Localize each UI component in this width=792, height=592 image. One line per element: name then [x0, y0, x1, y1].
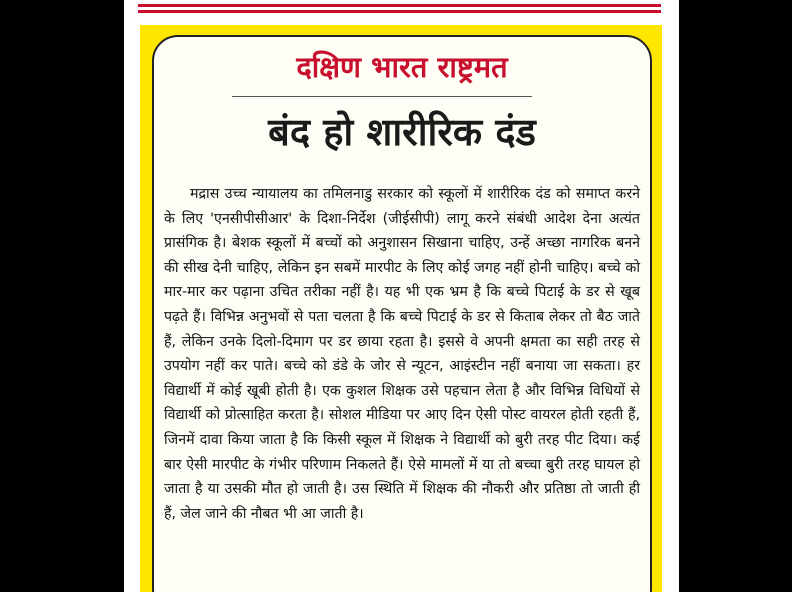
article-headline: बंद हो शारीरिक दंड [268, 110, 536, 154]
newspaper-page [124, 0, 679, 592]
top-rule-second [138, 10, 661, 13]
masthead-divider [232, 96, 532, 97]
masthead-title: दक्षिण भारत राष्ट्रमत [296, 50, 508, 84]
article-body: मद्रास उच्च न्यायालय का तमिलनाडु सरकार को स्कूलों में शारीरिक दंड को समाप्त करने के लिए 'एनसीपीसीआर' के दिशा-निर्देश (जीईसीपी) लागू करने संबंधी आदेश देना अत्यंत प्रासंगिक है। बेशक स्कूलों में बच्चों को अनुशासन सिखाना चाहिए, उन्हें अच्छा नागरिक बनने की सीख देनी चाहिए, लेकिन इन सबमें मारपीट के लिए कोई जगह नहीं होनी चाहिए। बच्चे को मार-मार कर पढ़ाना उचित तरीका नहीं है। यह भी एक भ्रम है कि बच्चे पिटाई के डर से खूब पढ़ते हैं। विभिन्न अनुभवों से पता चलता है कि बच्चे पिटाई के डर से किताब लेकर तो बैठ जाते हैं, लेकिन उनके दिलो-दिमाग पर डर छाया रहता है। इससे वे अपनी क्षमता का सही तरह से उपयोग नहीं कर पाते। बच्चे को डंडे के जोर से न्यूटन, आइंस्टीन नहीं बनाया जा सकता। हर विद्यार्थी में कोई खूबी होती है। एक कुशल शिक्षक उसे पहचान लेता है और विभिन्न विधियों से विद्यार्थी को प्रोत्साहित करता है। सोशल मीडिया पर आए दिन ऐसी पोस्ट वायरल होती रहती हैं, जिनमें दावा किया जाता है कि किसी स्कूल में शिक्षक ने विद्यार्थी को बुरी तरह पीट दिया। कई बार ऐसी मारपीट के गंभीर परिणाम निकलते हैं। ऐसे मामलों में या तो बच्चा बुरी तरह घायल हो जाता है या उसकी मौत हो जाती है। उस स्थिति में शिक्षक की नौकरी और प्रतिष्ठा तो जाती ही हैं, जेल जाने की नौबत भी आ जाती है। [164, 186, 640, 522]
top-rule [138, 4, 661, 7]
editorial-box [152, 35, 652, 592]
